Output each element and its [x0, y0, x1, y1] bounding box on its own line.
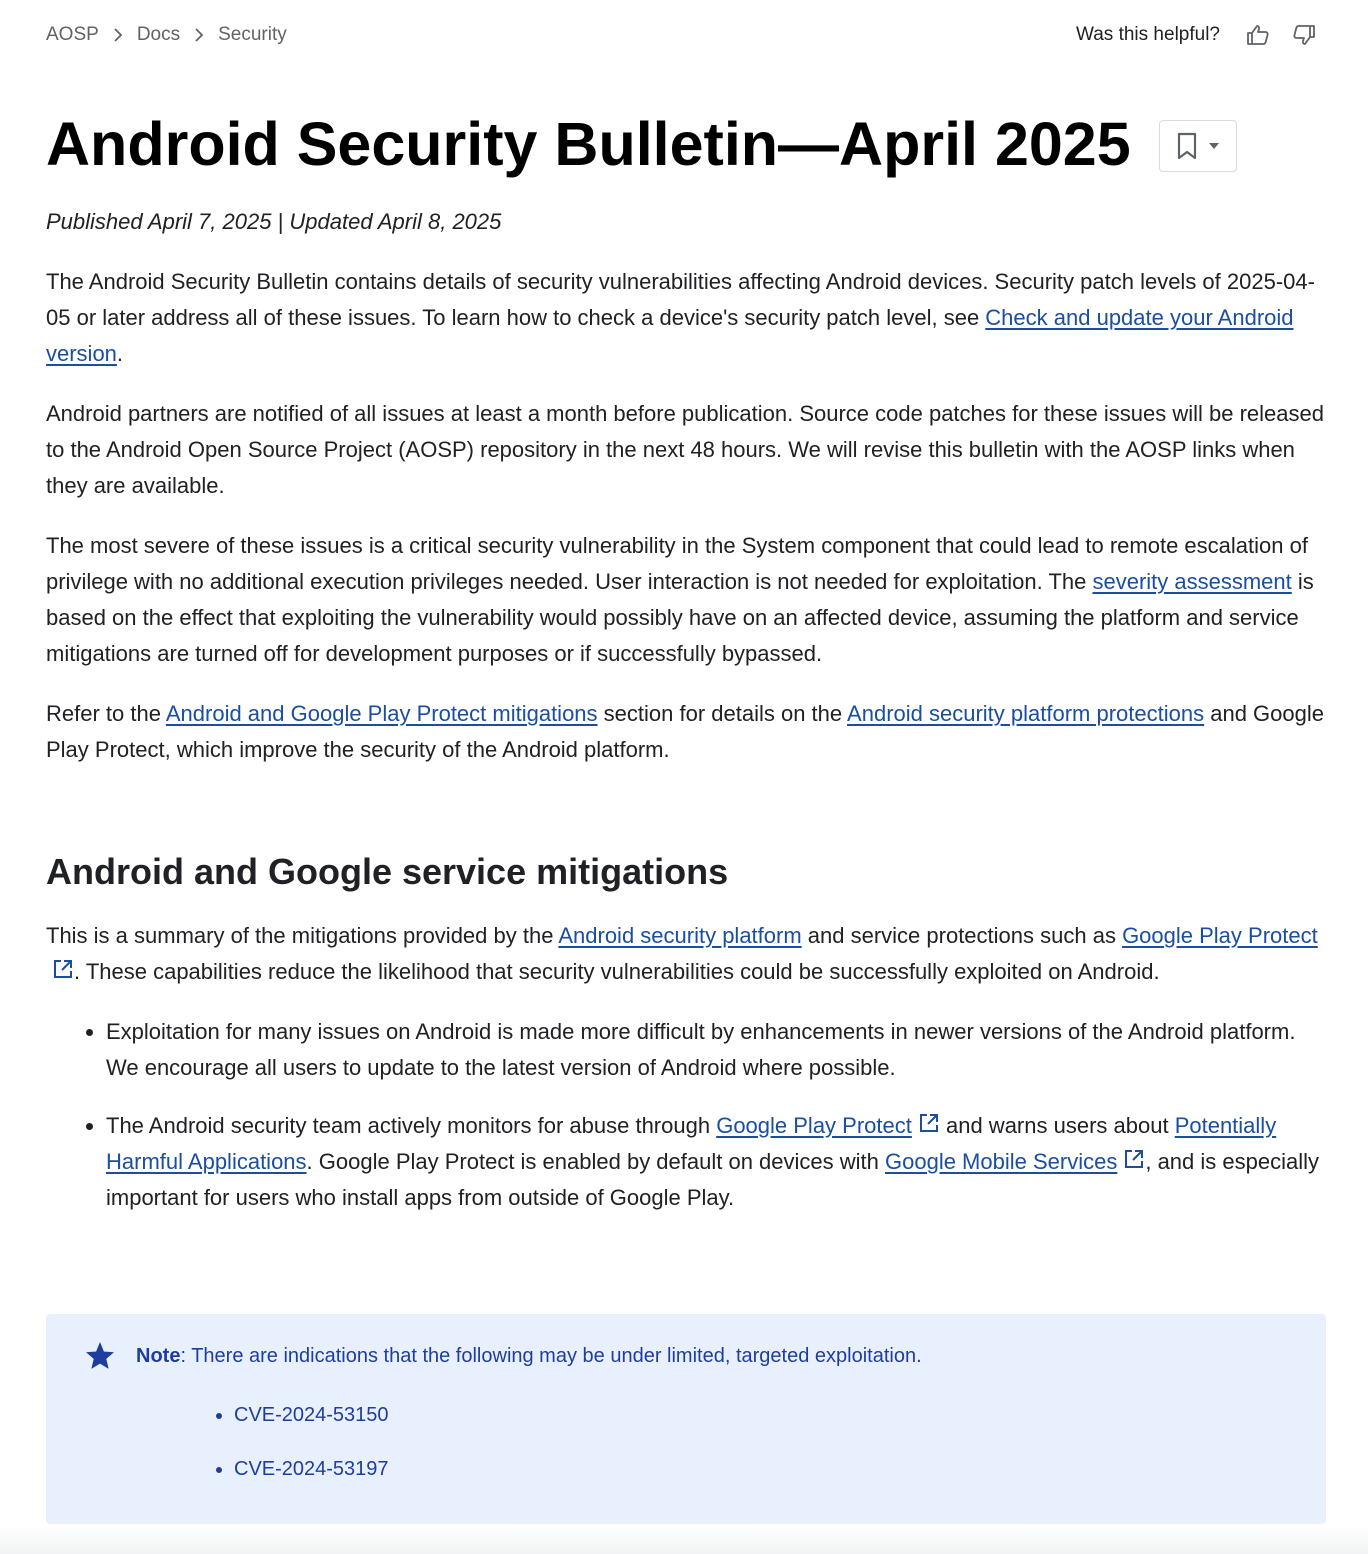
bullet2-text-d: , and is especially important for users who install apps from outside of Google Play. [106, 1149, 1319, 1210]
note-header [84, 1340, 1290, 1372]
platform-protections-link[interactable]: Android security platform protections [847, 701, 1205, 726]
mitigations-section-link[interactable]: Android and Google Play Protect mitigations [165, 701, 598, 726]
check-update-version-link[interactable]: Check and update your Android version [46, 305, 1294, 366]
intro-text-1-tail: . [116, 341, 124, 366]
cve-list [84, 1388, 1290, 1496]
breadcrumb-docs[interactable]: Docs [136, 24, 181, 45]
bullet2-text-c: . Google Play Protect is enabled by default on devices with [306, 1149, 885, 1174]
published-date: Published April 7, 2025 | Updated April 8, 2025 [46, 209, 502, 234]
list-item: • CVE-2024-53197 [234, 1442, 1290, 1496]
breadcrumb-aosp[interactable]: AOSP [46, 24, 99, 45]
mitigations-text-a: This is a summary of the mitigations provided by the [46, 923, 559, 948]
intro-paragraph-2: Android partners are notified of all issues at least a month before publication. Source code patches for these issues will be released to the Android Open Source Project (AOSP) repository in the next 48 hours. We will revise this bulletin with the AOSP links when they are available. [46, 401, 1324, 498]
list-item [106, 1108, 1326, 1216]
intro-text-3-tail: is based on the effect that exploiting the vulnerability would possibly have on an affected device, assuming the platform and service mitigations are turned off for development purposes or if successfully bypassed. [46, 569, 1314, 666]
intro-text-4a: Refer to the [46, 701, 166, 726]
intro-paragraph-1 [46, 264, 1326, 372]
caret-down-icon [1208, 142, 1220, 150]
star-icon [84, 1340, 116, 1372]
intro-paragraph-3 [46, 528, 1326, 672]
mitigations-list [46, 1014, 1326, 1216]
note-label: Note [136, 1345, 181, 1367]
external-link-icon [1123, 1148, 1145, 1170]
google-mobile-services-link[interactable]: Google Mobile Services [885, 1149, 1118, 1174]
chevron-right-icon [180, 25, 218, 45]
android-security-platform-link[interactable]: Android security platform [558, 923, 802, 948]
page-title: Android Security Bulletin—April 2025 [46, 110, 1131, 178]
breadcrumb [46, 24, 287, 46]
bullet2-text-b: and warns users about [939, 1113, 1175, 1138]
intro-text-3: The most severe of these issues is a critical security vulnerability in the System component that could lead to remote escalation of privilege with no additional execution privileges needed. User interaction is not needed for exploitation. The [46, 533, 1308, 594]
potentially-harmful-apps-link[interactable]: Potentially Harmful Applications [106, 1113, 1277, 1174]
feedback-question: Was this helpful? [1076, 24, 1220, 45]
list-item: • CVE-2024-53150 [234, 1388, 1290, 1442]
bookmark-button[interactable] [1159, 120, 1237, 172]
google-play-protect-link-2[interactable]: Google Play Protect [716, 1113, 912, 1138]
severity-assessment-link[interactable]: severity assessment [1092, 569, 1292, 594]
title-row [46, 104, 1237, 184]
external-link-icon [52, 958, 74, 980]
google-play-protect-link[interactable]: Google Play Protect [1122, 923, 1318, 948]
chevron-right-icon [99, 25, 137, 45]
mitigations-text-c: . These capabilities reduce the likelihood that security vulnerabilities could be successfully exploited on Android. [74, 959, 1160, 984]
mitigations-heading: Android and Google service mitigations [46, 851, 729, 892]
external-link-icon [918, 1112, 940, 1134]
intro-paragraph-4 [46, 696, 1326, 768]
feedback-widget [1076, 23, 1316, 47]
page-bottom-edge [0, 1526, 1368, 1554]
bullet2-text-a: The Android security team actively monitors for abuse through [106, 1113, 717, 1138]
breadcrumb-security[interactable]: Security [218, 24, 287, 45]
list-item: • Exploitation for many issues on Android is made more difficult by enhancements in newer versions of the Android platform. We encourage all users to update to the latest version of Android where possible. [106, 1014, 1326, 1086]
top-bar [46, 18, 1316, 52]
bookmark-icon [1176, 132, 1198, 160]
mitigations-paragraph [46, 918, 1326, 990]
thumb-down-icon[interactable] [1292, 23, 1316, 47]
intro-text-4c: and Google Play Protect, which improve the security of the Android platform. [46, 701, 1324, 762]
article-body [46, 200, 1326, 1238]
note-callout [46, 1314, 1326, 1524]
thumb-up-icon[interactable] [1246, 23, 1270, 47]
note-text: : There are indications that the following may be under limited, targeted exploitation. [180, 1345, 922, 1367]
intro-text-4b: section for details on the [597, 701, 848, 726]
mitigations-text-b: and service protections such as [801, 923, 1123, 948]
intro-text-1: The Android Security Bulletin contains details of security vulnerabilities affecting Android devices. Security patch levels of 2025-04-05 or later address all of these issues. To learn how to check a device's security patch level, see [46, 269, 1315, 330]
